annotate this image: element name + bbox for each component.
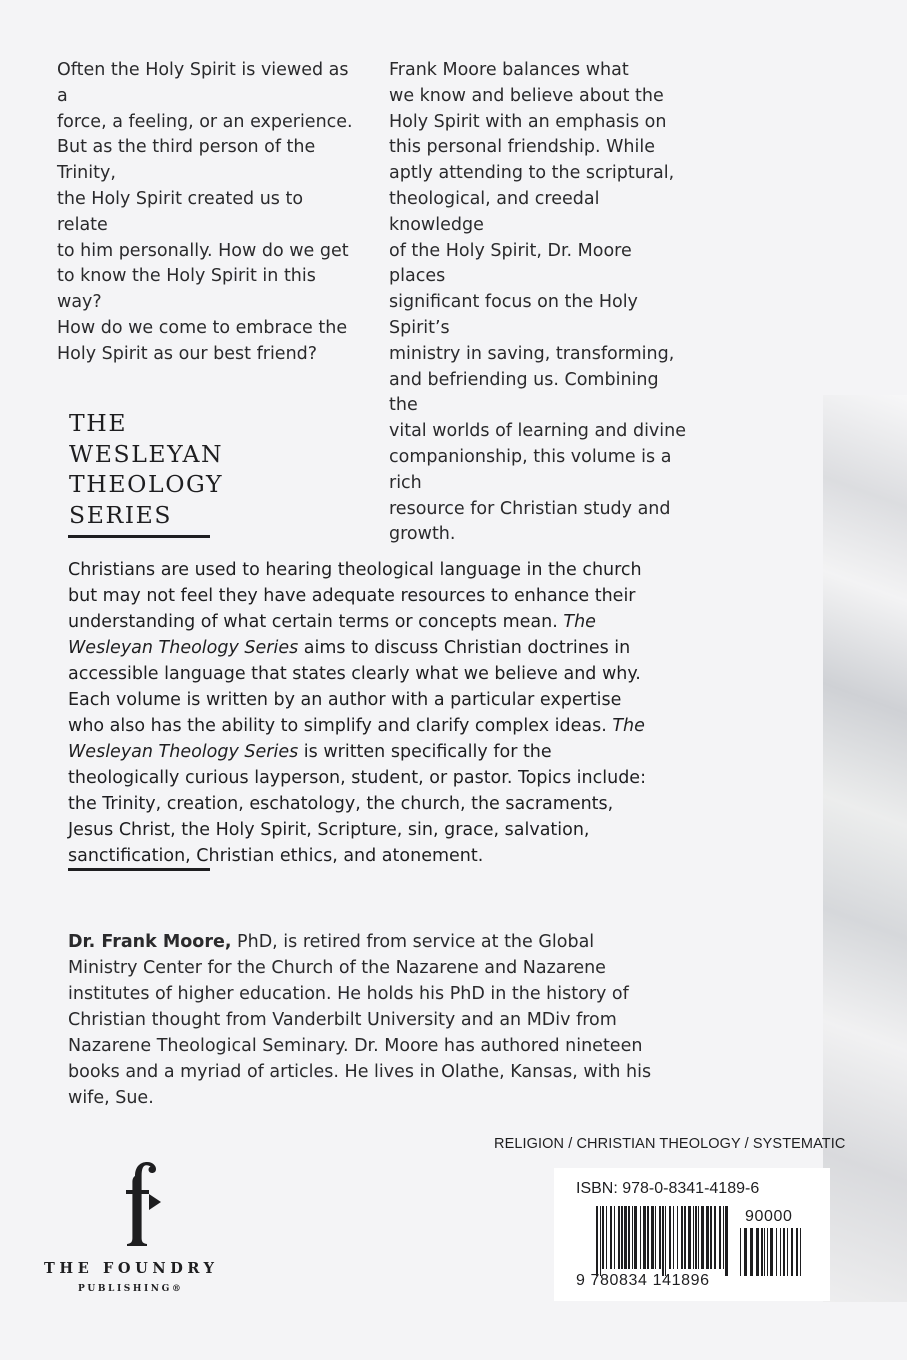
- barcode-bar: [647, 1206, 649, 1269]
- barcode-bar: [600, 1206, 601, 1276]
- barcode-bar: [695, 1206, 697, 1269]
- barcode-bar: [621, 1206, 623, 1269]
- barcode-addon-bar: [764, 1228, 765, 1276]
- barcode-bar: [684, 1206, 686, 1269]
- barcode-addon-bar: [750, 1228, 753, 1276]
- barcode-bar: [693, 1206, 694, 1269]
- blurb-line: significant focus on the Holy Spirit’s: [389, 292, 638, 338]
- barcode-bar: [698, 1206, 699, 1269]
- blurb-line: of the Holy Spirit, Dr. Moore places: [389, 240, 632, 287]
- barcode-digits: 9 780834 141896: [576, 1272, 710, 1289]
- barcode-addon-bar: [796, 1228, 798, 1276]
- barcode-bar: [706, 1206, 709, 1269]
- barcode-bar: [596, 1206, 598, 1276]
- blurb-line: Frank Moore balances what: [389, 60, 629, 80]
- barcode-bar: [643, 1206, 646, 1269]
- blurb-line: we know and believe about the: [389, 85, 664, 106]
- blurb-line: But as the third person of the Trinity,: [57, 137, 316, 184]
- barcode-addon-bar: [756, 1228, 759, 1276]
- barcode-bar: [610, 1206, 612, 1269]
- author-name: Dr. Frank Moore,: [68, 932, 232, 952]
- barcode-bar: [723, 1206, 724, 1269]
- barcode-bar: [614, 1206, 615, 1269]
- blurb-line: How do we come to embrace the: [57, 317, 348, 338]
- book-category: RELIGION / CHRISTIAN THEOLOGY / SYSTEMATIC: [494, 1136, 846, 1152]
- blurb-line: growth.: [389, 524, 456, 545]
- barcode-bar: [665, 1206, 666, 1276]
- barcode-addon-bar: [770, 1228, 773, 1276]
- blurb-line: to him personally. How do we get: [57, 240, 349, 261]
- barcode-bar: [634, 1206, 637, 1269]
- series-name-italic: The Wesleyan Theology Series: [68, 716, 645, 762]
- barcode-bar: [632, 1206, 633, 1269]
- blurb-line: Holy Spirit with an emphasis on: [389, 111, 667, 132]
- barcode-bar: [677, 1206, 678, 1269]
- barcode-bar: [651, 1206, 654, 1269]
- barcode-bar: [602, 1206, 604, 1269]
- barcode-bar: [628, 1206, 630, 1269]
- series-desc-text: Christians are used to hearing theological language in the church but may not feel they have adequate resources to enhance their understanding of what certain terms or concepts mean.: [68, 560, 642, 632]
- barcode-bar: [662, 1206, 664, 1276]
- blurb-line: the Holy Spirit created us to relate: [57, 188, 304, 235]
- barcode-addon-bar: [787, 1228, 788, 1276]
- series-desc-text: is written specifically for the theologically curious layperson, student, or pastor. Topics include: the Trinity, creation, eschatology, the church, the sacraments, Jesus Christ, the Holy Spirit, Scripture, sin, grace, salvation, sanctification, Christian ethics, and atonement.: [68, 742, 646, 866]
- barcode-addon-bar: [800, 1228, 801, 1276]
- series-title-line: THEOLOGY: [69, 470, 224, 498]
- blurb-right-column: [389, 58, 689, 548]
- blurb-line: and befriending us. Combining the: [389, 369, 659, 416]
- series-description: [68, 557, 648, 869]
- barcode-bar: [673, 1206, 674, 1269]
- blurb-line: vital worlds of learning and divine: [389, 421, 687, 442]
- barcode-bar: [655, 1206, 656, 1269]
- barcode-bar: [669, 1206, 671, 1269]
- series-desc-text: aims to discuss Christian doctrines in accessible language that states clearly what we believe and why. Each volume is written by an author with a particular expertise who also has the ability to simplify and clarify complex ideas.: [68, 638, 641, 736]
- blurb-line: theological, and creedal knowledge: [389, 188, 600, 235]
- barcode-bar: [710, 1206, 712, 1269]
- barcode-bar: [606, 1206, 607, 1269]
- barcode-bar: [618, 1206, 620, 1269]
- author-bio-text: PhD, is retired from service at the Global Ministry Center for the Church of the Nazarene and Nazarene institutes of higher education. He holds his PhD in the history of Christian thought from Vanderbilt University and an MDiv from Nazarene Theological Seminary. Dr. Moore has authored nineteen books and a myriad of articles. He lives in Olathe, Kansas, with his wife, Sue.: [68, 932, 652, 1108]
- barcode-bar: [624, 1206, 627, 1269]
- barcode-bar: [640, 1206, 641, 1269]
- blurb-line: resource for Christian study and: [389, 498, 671, 519]
- blurb-line: Often the Holy Spirit is viewed as a: [57, 60, 349, 106]
- decorative-side-band: [823, 395, 907, 1302]
- divider-rule: [68, 535, 210, 538]
- barcode-bar: [681, 1206, 683, 1269]
- barcode-addon-bar: [780, 1228, 781, 1276]
- barcode-addon-bar: [761, 1228, 763, 1276]
- series-title-line: SERIES: [69, 500, 173, 529]
- divider-rule: [68, 868, 210, 871]
- barcode-bar: [714, 1206, 716, 1269]
- barcode-addon-bar: [783, 1228, 785, 1276]
- blurb-line: aptly attending to the scriptural,: [389, 163, 675, 184]
- author-bio: [68, 929, 658, 1111]
- series-title-line: THE: [69, 409, 128, 437]
- series-name-italic: The Wesleyan Theology Series: [68, 612, 596, 658]
- barcode-panel: [554, 1168, 830, 1301]
- blurb-line: ministry in saving, transforming,: [389, 343, 675, 364]
- blurb-line: force, a feeling, or an experience.: [57, 111, 353, 132]
- barcode-addon-bar: [744, 1228, 747, 1276]
- barcode-addon-bar: [776, 1228, 777, 1276]
- barcode-bar: [701, 1206, 704, 1269]
- barcode-bar: [719, 1206, 721, 1269]
- series-title: [69, 408, 269, 530]
- barcode-bar: [688, 1206, 691, 1269]
- barcode-addon-bar: [791, 1228, 793, 1276]
- publisher-subtitle: PUBLISHING®: [78, 1284, 184, 1294]
- price-code: 90000: [745, 1208, 793, 1225]
- blurb-line: this personal friendship. While: [389, 137, 656, 158]
- barcode-bar: [725, 1206, 728, 1276]
- publisher-logo: [40, 1160, 220, 1300]
- series-title-line: WESLEYAN: [69, 439, 224, 468]
- isbn-label: ISBN: 978-0-8341-4189-6: [576, 1180, 760, 1197]
- blurb-left-column: [57, 58, 357, 368]
- barcode-addon-bar: [767, 1228, 768, 1276]
- barcode-bar: [659, 1206, 661, 1269]
- blurb-line: companionship, this volume is a rich: [389, 446, 672, 493]
- barcode-addon-bar: [740, 1228, 741, 1276]
- blurb-line: Holy Spirit as our best friend?: [57, 343, 318, 364]
- blurb-line: to know the Holy Spirit in this way?: [57, 266, 316, 313]
- foundry-f-icon: [107, 1160, 167, 1252]
- publisher-name: THE FOUNDRY: [44, 1260, 219, 1277]
